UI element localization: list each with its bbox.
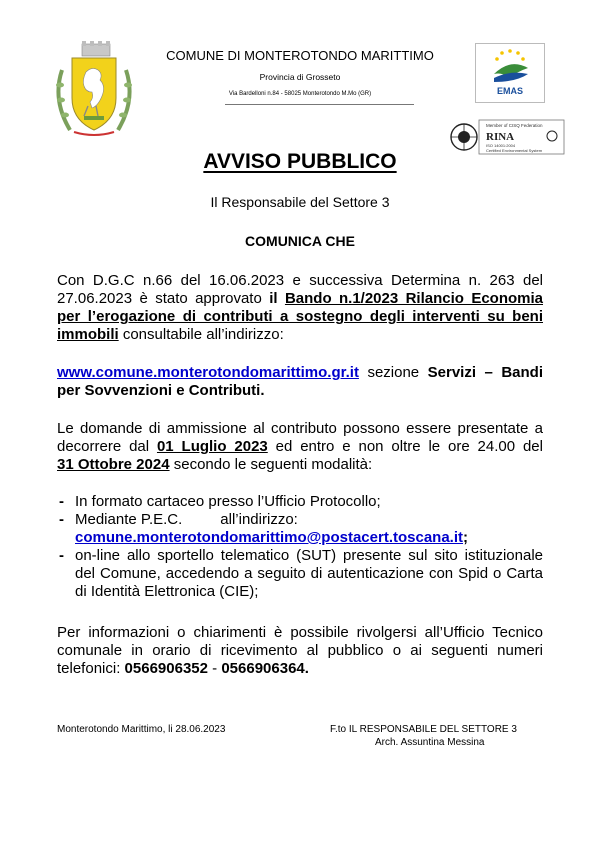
- communicates-heading: COMUNICA CHE: [245, 233, 355, 249]
- phone-number-2: 0566906364: [221, 660, 305, 677]
- p4-end: .: [304, 660, 309, 677]
- p1-il: il: [269, 290, 285, 307]
- header-divider: [225, 104, 414, 105]
- p1-text-end: consultabile all’indirizzo:: [118, 326, 284, 343]
- list-item-pec-address: all’indirizzo:: [220, 511, 298, 528]
- signature-name: Arch. Assuntina Messina: [375, 737, 485, 748]
- rina-iso: ISO 14001:2004: [486, 143, 516, 148]
- pec-end: ;: [463, 529, 469, 546]
- end-date: 31 Ottobre 2024: [57, 456, 170, 473]
- list-item: [57, 493, 543, 511]
- emas-label: EMAS: [496, 86, 524, 96]
- servizi-section: Servizi – Bandi per Sovvenzioni e Contributi.: [57, 364, 543, 399]
- paragraph-approval: [57, 272, 543, 344]
- list-item: [57, 547, 543, 601]
- emas-logo: [475, 43, 545, 103]
- rina-label: RINA: [486, 131, 515, 143]
- notice-subtitle: Il Responsabile del Settore 3: [210, 194, 390, 210]
- list-item-pec: Mediante P.E.C.: [75, 511, 183, 528]
- rina-member: Member of CISQ Federation: [486, 123, 543, 128]
- phone-separator: -: [207, 660, 222, 677]
- list-item-paper: In formato cartaceo presso l’Ufficio Protocollo;: [75, 493, 381, 510]
- list-item: [57, 511, 543, 547]
- start-date: 01 Luglio 2023: [156, 438, 268, 455]
- website-link[interactable]: www.comune.monterotondomarittimo.gr.it: [57, 364, 359, 381]
- bando-title: Bando n.1/2023 Rilancio Economia per l’erogazione di contributi a sostegno degli interventi su beni immobili: [57, 290, 543, 343]
- p3-text-mid: ed entro e non oltre le ore 24.00 del: [267, 438, 543, 455]
- signature-title: F.to IL RESPONSABILE DEL SETTORE 3: [330, 724, 517, 735]
- municipality-name: COMUNE DI MONTEROTONDO MARITTIMO: [166, 48, 434, 63]
- submission-methods-list: [57, 493, 543, 601]
- rina-cert: Certified Environmental System: [486, 148, 543, 153]
- p3-text: Le domande di ammissione al contributo possono essere presentate a decorrere dal: [57, 420, 543, 455]
- paragraph-deadlines: [57, 420, 543, 474]
- phone-number-1: 0566906352: [124, 660, 208, 677]
- place-and-date: Monterotondo Marittimo, li 28.06.2023: [57, 724, 226, 735]
- paragraph-website: [57, 364, 543, 400]
- list-item-online: on-line allo sportello telematico (SUT) presente sul sito istituzionale del Comune, accedendo a seguito di autenticazione con Spid o Carta di Identità Elettronica (CIE);: [75, 547, 543, 600]
- p4-text: Per informazioni o chiarimenti è possibile rivolgersi all’Ufficio Tecnico comunale in orario di ricevimento al pubblico o ai seguenti numeri telefonici:: [57, 624, 543, 677]
- p2-text: sezione: [358, 364, 428, 381]
- province: Provincia di Grosseto: [259, 72, 341, 82]
- pec-email-link[interactable]: comune.monterotondomarittimo@postacert.toscana.it: [75, 529, 464, 546]
- p3-text-end: secondo le seguenti modalità:: [169, 456, 373, 473]
- address: Via Bardelloni n.84 - 58025 Monterotondo M.Mo (GR): [228, 91, 372, 97]
- p1-text: Con D.G.C n.66 del 16.06.2023 e successiva Determina n. 263 del 27.06.2023 è stato approvato: [57, 272, 543, 307]
- notice-title: AVVISO PUBBLICO: [203, 150, 397, 173]
- coat-of-arms-logo: [48, 40, 140, 140]
- paragraph-contacts: [57, 624, 543, 678]
